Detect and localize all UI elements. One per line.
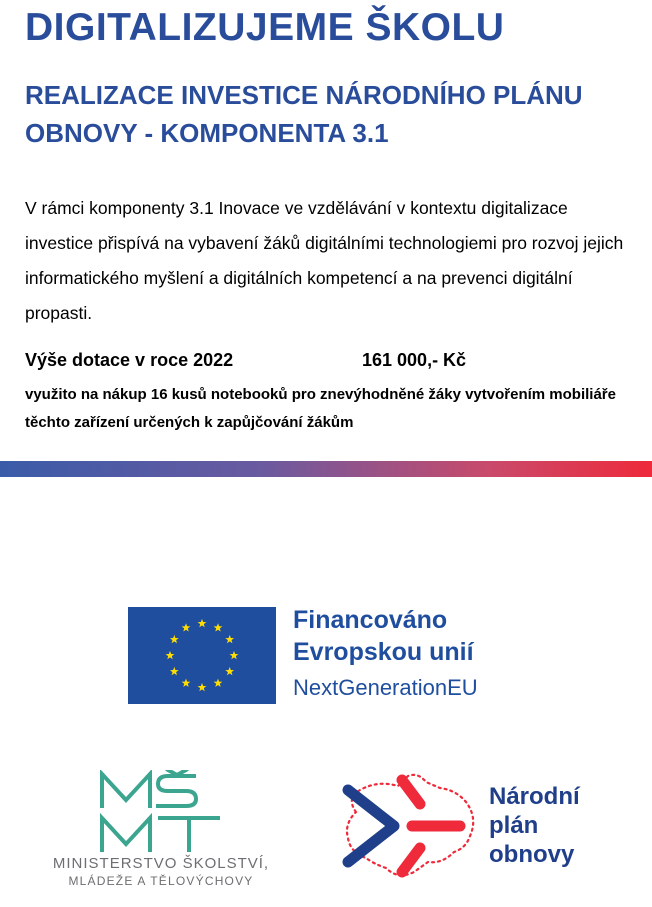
eu-funding-text xyxy=(293,604,478,705)
msmt-line-2: MLÁDEŽE A TĚLOVÝCHOVY xyxy=(68,874,254,888)
eu-line-1: Financováno xyxy=(293,606,448,634)
npo-line-1: Národní xyxy=(489,783,580,810)
msmt-logo-icon xyxy=(98,770,224,854)
npo-name xyxy=(489,782,580,869)
msmt-name xyxy=(36,855,286,889)
npo-logo-icon xyxy=(338,768,480,886)
msmt-line-1: MINISTERSTVO ŠKOLSTVÍ, xyxy=(52,855,270,872)
gradient-divider xyxy=(0,461,652,477)
eu-flag-icon xyxy=(128,607,276,704)
npo-line-3: obnovy xyxy=(489,841,575,868)
page-title: DIGITALIZUJEME ŠKOLU xyxy=(25,6,505,49)
page-subtitle: REALIZACE INVESTICE NÁRODNÍHO PLÁNU OBNOVY - KOMPONENTA 3.1 xyxy=(25,80,583,148)
eu-line-3: NextGenerationEU xyxy=(293,675,478,700)
description-paragraph: V rámci komponenty 3.1 Inovace ve vzdělávání v kontextu digitalizace investice přispívá na vybavení žáků digitálními technologiemi pro rozvoj jejich informatického myšlení a digitálních kompetencí a na prevenci digitální propasti. xyxy=(25,198,624,323)
grant-note: využito na nákup 16 kusů notebooků pro znevýhodněné žáky vytvořením mobiliáře těchto zařízení určených k zapůjčování žákům xyxy=(25,386,616,431)
grant-amount: 161 000,- Kč xyxy=(362,350,467,370)
npo-line-2: plán xyxy=(489,812,539,839)
eu-line-2: Evropskou unií xyxy=(293,638,474,666)
grant-label: Výše dotace v roce 2022 xyxy=(25,350,234,370)
